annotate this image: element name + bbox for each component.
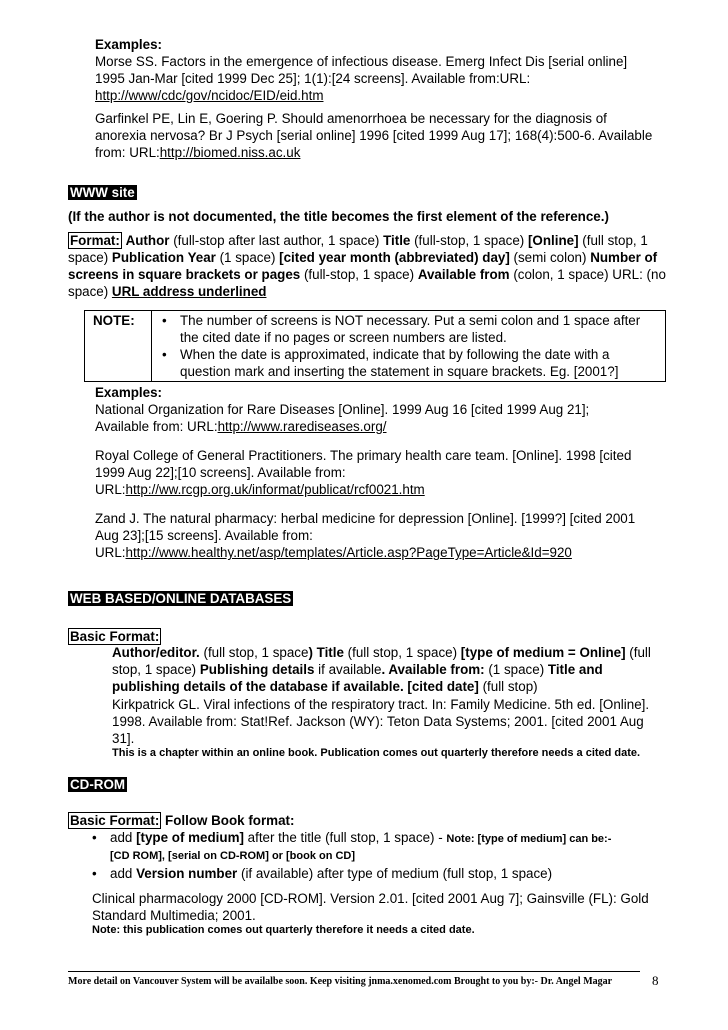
clinical-note: Note: this publication comes out quarterly therefore it needs a cited date. <box>92 924 475 936</box>
www-format-run-13: (colon, 1 space) URL: (no space) <box>68 267 666 299</box>
zand-line-2: Aug 23];[15 screens]. Available from: <box>95 528 313 543</box>
garfinkel-line-2: anorexia nervosa? Br J Psych [serial online] 1996 [cited 1999 Aug 17]; 168(4):500-6. Available <box>95 128 653 143</box>
clinical-line-1: Clinical pharmacology 2000 [CD-ROM]. Version 2.01. [cited 2001 Aug 7]; Gainsville (FL): Gold <box>92 891 649 906</box>
cdrom-bullets <box>92 829 672 882</box>
zand-link[interactable]: http://www.healthy.net/asp/templates/Article.asp?PageType=Article&Id=920 <box>125 545 572 560</box>
www-intro: (If the author is not documented, the title becomes the first element of the reference.) <box>68 209 609 224</box>
www-format-run-5: (full stop, 1 space) <box>68 233 648 265</box>
web-format-run-6: Publishing details <box>199 662 315 677</box>
web-format-label: Basic Format: <box>70 629 160 644</box>
note-bullet-1: • The number of screens is NOT necessary. Put a semi colon and 1 space after the cited date if no pages or screen numbers are listed. <box>162 313 641 345</box>
www-format-label: Format: <box>70 233 120 248</box>
web-format-text <box>112 644 660 695</box>
www-format-run-1: (full-stop after last author, 1 space) <box>169 233 384 248</box>
footer-rule <box>68 971 640 972</box>
kirkpatrick-line-1: Kirkpatrick GL. Viral infections of the respiratory tract. In: Family Medicine. 5th ed. [Online]. <box>112 697 650 712</box>
nord-line-2: Available from: URL: <box>95 419 218 434</box>
note-table <box>84 310 666 382</box>
web-format-run-2: ) Title <box>308 645 344 660</box>
cdrom-section-header: CD-ROM <box>70 777 126 792</box>
examples-heading: Examples: <box>95 37 162 52</box>
note-bullet-2: • When the date is approximated, indicate that by following the date with a question mark and inserting the statement in square brackets. Eg. [2001?] <box>162 347 619 379</box>
www-format-run-3: (full-stop, 1 space) <box>410 233 528 248</box>
page-number: 8 <box>652 973 659 988</box>
morse-line-1: Morse SS. Factors in the emergence of infectious disease. Emerg Infect Dis [serial online] <box>95 54 628 69</box>
kirkpatrick-note: This is a chapter within an online book. Publication comes out quarterly therefore needs a cited date. <box>112 747 641 759</box>
kirkpatrick-block <box>112 696 668 760</box>
web-format-run-3: (full stop, 1 space) <box>343 645 461 660</box>
www-format-run-2: Title <box>383 233 411 248</box>
web-format-run-9: (1 space) <box>484 662 548 677</box>
cdrom-format-label: Basic Format: <box>70 813 160 828</box>
cdrom-bullet-1: • add [type of medium] after the title (full stop, 1 space) - Note: [type of medium] can be:- [CD ROM], [serial on CD-ROM] or [book on CD] <box>92 830 612 862</box>
footer-text: More detail on Vancouver System will be availalbe soon. Keep visiting jnma.xenomed.com Brought to you by:- Dr. Angel Magar <box>68 976 613 987</box>
zand-line-3: URL: <box>95 545 126 560</box>
nord-link[interactable]: http://www.rarediseases.org/ <box>217 419 387 434</box>
www-format-run-4: [Online] <box>527 233 579 248</box>
zand-line-1: Zand J. The natural pharmacy: herbal medicine for depression [Online]. [1999?] [cited 2001 <box>95 511 636 526</box>
cdrom-format-rest: Follow Book format: <box>161 813 295 828</box>
www-format-run-0: Author <box>125 233 170 248</box>
kirkpatrick-line-3: 31]. <box>112 731 135 746</box>
web-section-header: WEB BASED/ONLINE DATABASES <box>70 591 292 606</box>
web-format-run-1: (full stop, 1 space <box>199 645 309 660</box>
www-examples <box>95 384 675 561</box>
www-format-url: URL address underlined <box>111 284 267 299</box>
web-format-run-11: (full stop) <box>478 679 538 694</box>
www-examples-heading: Examples: <box>95 385 162 400</box>
kirkpatrick-line-2: 1998. Available from: Stat!Ref. Jackson (WY): Teton Data Systems; 2001. [cited 2001 Aug <box>112 714 644 729</box>
web-format-run-5: (full stop, 1 space) <box>112 645 651 677</box>
garfinkel-link[interactable]: http://biomed.niss.ac.uk <box>159 145 301 160</box>
rcgp-line-3: URL: <box>95 482 126 497</box>
www-format-run-10: Number of screens in square brackets or pages <box>68 250 658 282</box>
cdrom-format <box>68 812 668 829</box>
www-format-run-12: Available from <box>417 267 510 282</box>
clinical-pharmacology-block <box>92 890 672 937</box>
www-format-run-9: (semi colon) <box>509 250 591 265</box>
rcgp-line-1: Royal College of General Practitioners. The primary health care team. [Online]. 1998 [cited <box>95 448 632 463</box>
www-format <box>68 232 668 300</box>
web-format-run-7: if available <box>314 662 382 677</box>
note-label: NOTE: <box>85 311 152 382</box>
nord-line-1: National Organization for Rare Diseases [Online]. 1999 Aug 16 [cited 1999 Aug 21]; <box>95 402 590 417</box>
cdrom-bullet-2: • add Version number (if available) after type of medium (full stop, 1 space) <box>92 866 553 881</box>
www-format-run-6: Publication Year <box>111 250 216 265</box>
garfinkel-line-3: from: URL: <box>95 145 160 160</box>
examples-block-1 <box>95 36 675 161</box>
rcgp-link[interactable]: http://ww.rcgp.org.uk/informat/publicat/rcf0021.htm <box>125 482 425 497</box>
web-format-run-0: Author/editor. <box>112 645 200 660</box>
www-section-header: WWW site <box>70 185 135 200</box>
www-format-run-7: (1 space) <box>215 250 280 265</box>
web-format-run-8: . Available from: <box>381 662 485 677</box>
garfinkel-line-1: Garfinkel PE, Lin E, Goering P. Should amenorrhoea be necessary for the diagnosis of <box>95 111 607 126</box>
web-format-run-4: [type of medium = Online] <box>460 645 626 660</box>
web-format-run-10: Title and publishing details of the database if available. [cited date] <box>112 662 603 694</box>
morse-line-2: 1995 Jan-Mar [cited 1999 Dec 25]; 1(1):[24 screens]. Available from:URL: <box>95 71 531 86</box>
rcgp-line-2: 1999 Aug 22];[10 screens]. Available from: <box>95 465 346 480</box>
www-format-run-8: [cited year month (abbreviated) day] <box>279 250 510 265</box>
clinical-line-2: Standard Multimedia; 2001. <box>92 908 256 923</box>
morse-link[interactable]: http://www/cdc/gov/ncidoc/EID/eid.htm <box>95 88 324 103</box>
www-format-run-11: (full-stop, 1 space) <box>300 267 418 282</box>
